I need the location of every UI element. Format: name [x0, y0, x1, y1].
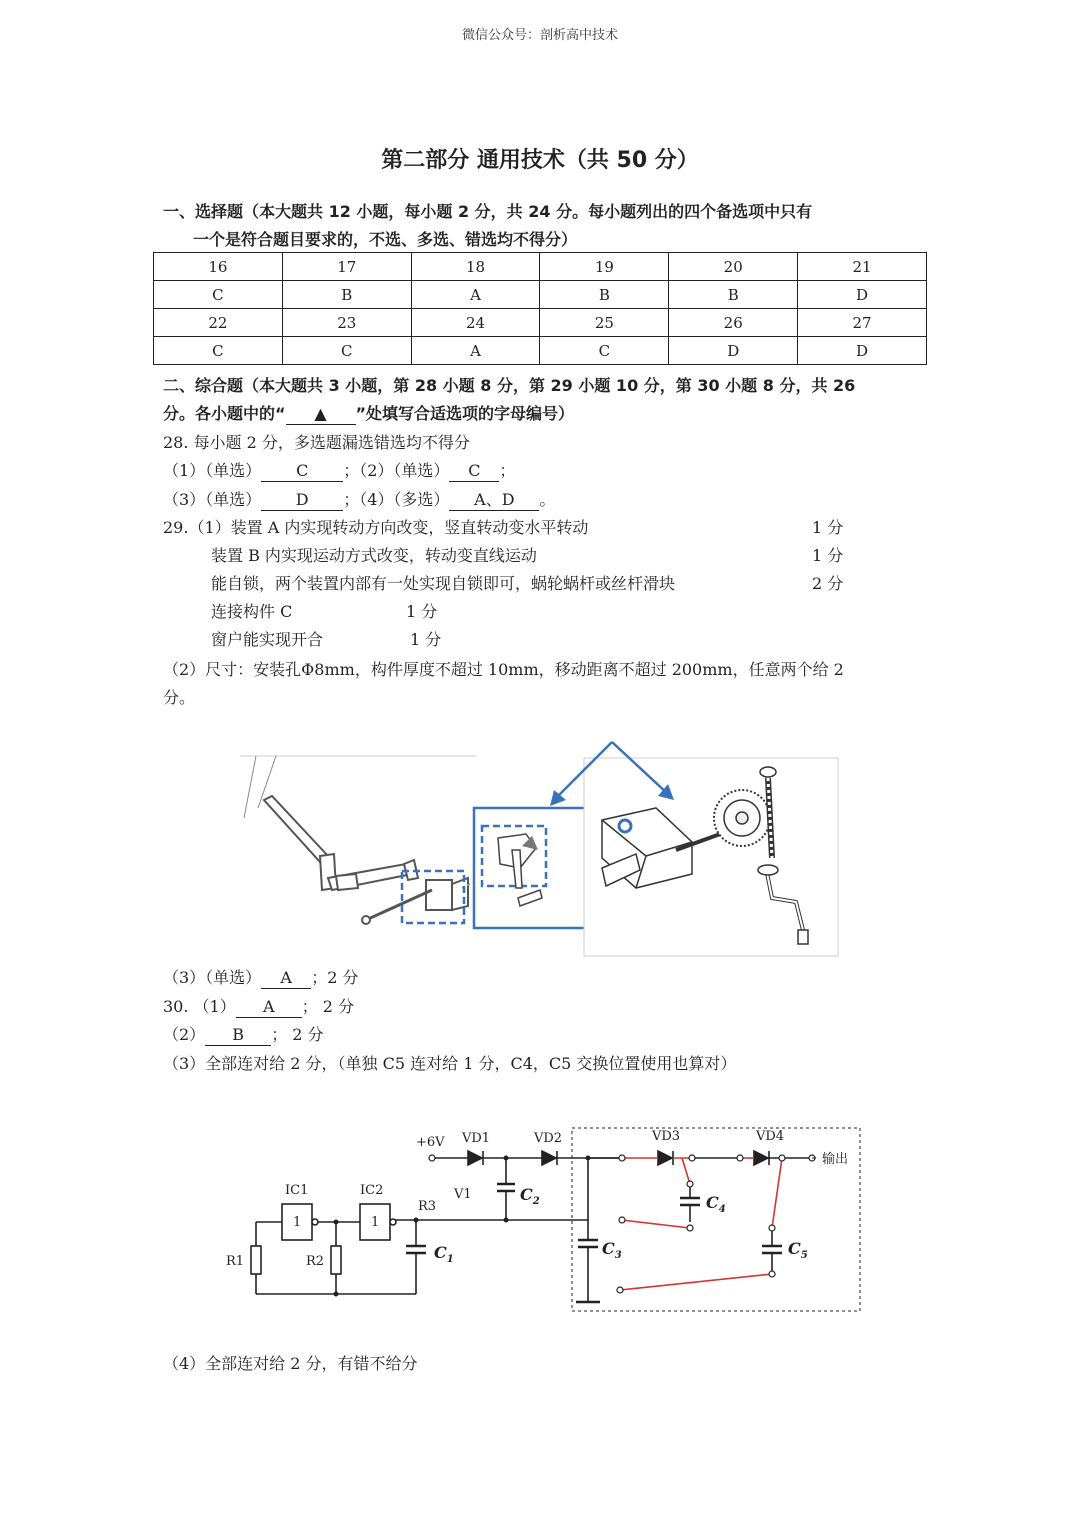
answer-table-cell: 21: [798, 253, 927, 281]
answer-table-cell: 19: [540, 253, 669, 281]
gate1-label: 1: [293, 1215, 302, 1230]
q29-line5: 窗户能实现开合: [211, 630, 324, 649]
red-wires: [620, 1158, 782, 1290]
q28-row1: （1）（单选） C ；（2）（单选） C ；: [163, 461, 516, 480]
q29-score4: 1 分: [406, 602, 438, 621]
label-c5: C: [788, 1239, 801, 1258]
answer-table-cell: D: [669, 337, 798, 365]
q29-line3: 能自锁，两个装置内部有一处实现自锁即可，蜗轮蜗杆或丝杆滑块: [211, 574, 676, 593]
answer-table-cell: A: [411, 281, 540, 309]
q30-part3: （3）全部连对给 2 分，（单独 C5 连对给 1 分，C4，C5 交换位置使用也算对）: [163, 1054, 737, 1073]
label-vd2: VD2: [534, 1131, 563, 1146]
mechanism-figure: [236, 738, 842, 962]
answer-table-cell: C: [540, 337, 669, 365]
q29-line7: 分。: [163, 688, 196, 707]
answer-table-cell: 24: [411, 309, 540, 337]
section2-line1: 二、综合题（本大题共 3 小题，第 28 小题 8 分，第 29 小题 10 分，第 30 小题 8 分，共 26: [163, 376, 856, 395]
label-v1: V1: [454, 1187, 472, 1202]
label-c1: C: [434, 1243, 447, 1262]
answer-table-cell: 17: [282, 253, 411, 281]
q29-score1: 1 分: [812, 518, 844, 537]
label-ic2: IC2: [360, 1183, 384, 1198]
svg-text:C2: $C_2$: [520, 1185, 540, 1207]
answer-table-cell: 18: [411, 253, 540, 281]
answer-table-row: [154, 253, 927, 281]
q29-ans3: A: [261, 968, 311, 989]
q30-part2: （2） B ； 2 分: [163, 1025, 324, 1044]
section1-line2: 一个是符合题目要求的，不选、多选、错选均不得分）: [193, 230, 578, 249]
answer-table-cell: 23: [282, 309, 411, 337]
answer-table-cell: D: [798, 281, 927, 309]
q29-part3: （3）（单选） A ；2 分: [163, 968, 359, 987]
answer-table-cell: B: [669, 281, 798, 309]
label-c3: C: [602, 1239, 615, 1258]
label-ic1: IC1: [285, 1183, 309, 1198]
label-vd4: VD4: [756, 1129, 785, 1144]
q29-line6: （2）尺寸：安装孔Φ8mm，构件厚度不超过 10mm，移动距离不超过 200mm，任意两个给 2: [163, 660, 844, 679]
label-c4: C: [706, 1193, 719, 1212]
q28-ans4: A、D: [449, 490, 539, 511]
section2-line2: 分。各小题中的“ ▲ ”处填写合适选项的字母编号）: [163, 404, 575, 423]
label-r2: R2: [306, 1254, 325, 1269]
svg-text:C5: $C_5$: [788, 1239, 808, 1261]
answer-table-cell: 27: [798, 309, 927, 337]
q28-row2: （3）（单选） D ；（4）（多选） A、D 。: [163, 490, 556, 509]
label-6v: +6V: [416, 1135, 445, 1150]
label-output: 输出: [822, 1152, 849, 1167]
q28-ans3: D: [261, 490, 343, 511]
q29-score5: 1 分: [410, 630, 442, 649]
answer-table-row: [154, 337, 927, 365]
q28-ans1: C: [261, 461, 343, 482]
q28-intro: 28. 每小题 2 分，多选题漏选错选均不得分: [163, 433, 470, 452]
label-vd1: VD1: [462, 1131, 491, 1146]
answer-table-cell: B: [282, 281, 411, 309]
q30-ans1: A: [236, 997, 302, 1018]
label-r1: R1: [226, 1254, 245, 1269]
q28-ans2: C: [449, 461, 499, 482]
q30-part1: 30. （1） A ； 2 分: [163, 997, 355, 1016]
answer-table-cell: 20: [669, 253, 798, 281]
q29-line4: 连接构件 C: [211, 602, 293, 621]
label-c2: C: [520, 1185, 533, 1204]
q29-line1: 29.（1）装置 A 内实现转动方向改变，竖直转动变水平转动: [163, 518, 589, 537]
q29-score2: 1 分: [812, 546, 844, 565]
circuit-diagram: [220, 1122, 870, 1316]
answer-table-row: [154, 281, 927, 309]
section1-heading: [163, 198, 812, 254]
answer-table-cell: 26: [669, 309, 798, 337]
q30-part4: （4）全部连对给 2 分，有错不给分: [163, 1354, 418, 1373]
answer-table-cell: D: [798, 337, 927, 365]
label-r3: R3: [418, 1199, 437, 1214]
answer-table-cell: 22: [154, 309, 283, 337]
answer-table-cell: C: [282, 337, 411, 365]
answer-table-cell: A: [411, 337, 540, 365]
answer-table-cell: C: [154, 281, 283, 309]
page-title: 第二部分 通用技术（共 50 分）: [381, 148, 699, 173]
answer-table-cell: C: [154, 337, 283, 365]
answer-table-cell: B: [540, 281, 669, 309]
label-vd3: VD3: [652, 1129, 681, 1144]
section2-heading: [163, 372, 855, 428]
answer-table-row: [154, 309, 927, 337]
blank-mark: ▲: [286, 404, 356, 425]
gate2-label: 1: [371, 1215, 380, 1230]
section1-line1: 一、选择题（本大题共 12 小题，每小题 2 分，共 24 分。每小题列出的四个备选项中只有: [163, 202, 813, 221]
answer-table-cell: 16: [154, 253, 283, 281]
q29-score3: 2 分: [812, 574, 844, 593]
svg-text:C1: $C_1$: [434, 1243, 454, 1265]
svg-text:C3: $C_3$: [602, 1239, 622, 1261]
answer-table-cell: 25: [540, 309, 669, 337]
wechat-header: 微信公众号：剖析高中技术: [461, 28, 618, 43]
q29-line2: 装置 B 内实现运动方式改变，转动变直线运动: [211, 546, 537, 565]
answer-table: [153, 252, 927, 365]
q30-ans2: B: [205, 1025, 271, 1046]
svg-text:C4: $C_4$: [706, 1193, 726, 1215]
